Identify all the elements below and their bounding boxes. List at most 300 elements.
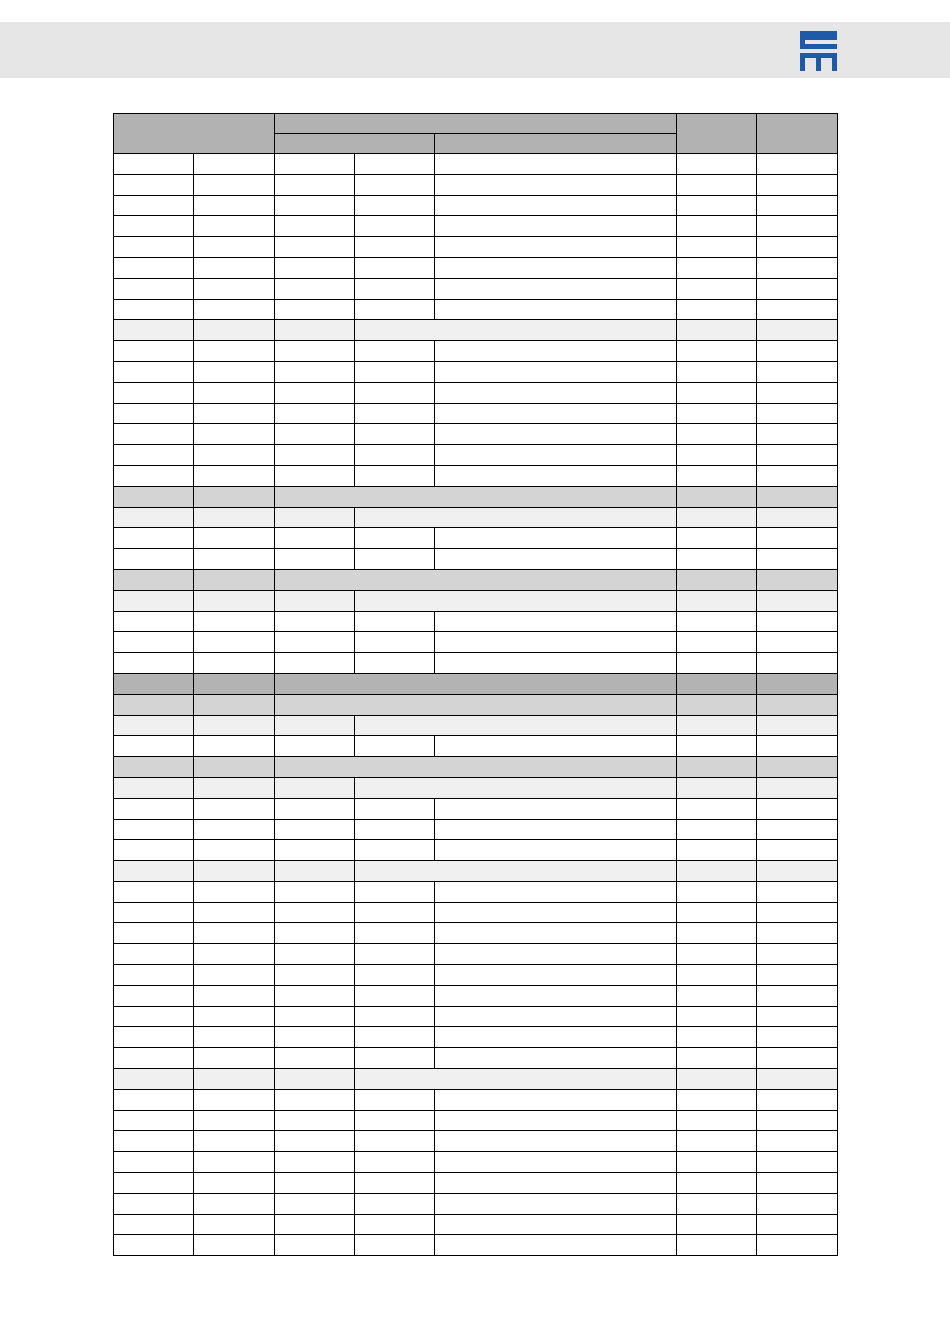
table-cell: [435, 341, 677, 362]
table-cell: [677, 403, 757, 424]
table-cell: [275, 549, 355, 570]
table-cell: [677, 1048, 757, 1069]
table-cell: [194, 154, 275, 175]
table-cell: [435, 465, 677, 486]
table-cell: [114, 757, 194, 778]
table-cell: [355, 528, 435, 549]
table-row: [114, 777, 838, 798]
table-cell: [677, 361, 757, 382]
table-cell: [677, 382, 757, 403]
table-cell: [757, 445, 838, 466]
table-cell: [757, 486, 838, 507]
table-cell: [275, 798, 355, 819]
table-cell: [194, 923, 275, 944]
table-cell: [275, 881, 355, 902]
table-cell: [114, 1235, 194, 1256]
table-cell: [275, 257, 355, 278]
table-cell: [275, 445, 355, 466]
table-cell: [194, 424, 275, 445]
table-cell: [275, 1193, 355, 1214]
table-cell: [757, 840, 838, 861]
table-cell: [194, 840, 275, 861]
table-body: [114, 154, 838, 1256]
table-cell: [355, 257, 435, 278]
table-row: [114, 881, 838, 902]
table-cell: [114, 1006, 194, 1027]
table-cell: [194, 777, 275, 798]
table-cell: [355, 1027, 435, 1048]
table-cell: [757, 673, 838, 694]
table-cell: [757, 465, 838, 486]
table-cell: [677, 715, 757, 736]
table-cell: [435, 1131, 677, 1152]
header-cell: [275, 134, 435, 154]
table-cell: [194, 257, 275, 278]
table-cell: [275, 1006, 355, 1027]
table-cell: [114, 611, 194, 632]
table-cell: [435, 611, 677, 632]
table-cell: [355, 1069, 677, 1090]
table-row: [114, 902, 838, 923]
table-cell: [757, 154, 838, 175]
table-cell: [677, 445, 757, 466]
table-row: [114, 590, 838, 611]
table-row: [114, 694, 838, 715]
table-row: [114, 507, 838, 528]
table-cell: [355, 861, 677, 882]
table-cell: [194, 1235, 275, 1256]
table-cell: [355, 382, 435, 403]
table-cell: [757, 320, 838, 341]
table-cell: [275, 653, 355, 674]
table-cell: [275, 965, 355, 986]
table-cell: [275, 694, 677, 715]
table-cell: [194, 944, 275, 965]
table-row: [114, 195, 838, 216]
table-cell: [435, 1048, 677, 1069]
table-cell: [114, 1089, 194, 1110]
table-cell: [757, 902, 838, 923]
table-cell: [435, 257, 677, 278]
table-cell: [114, 1069, 194, 1090]
table-cell: [194, 736, 275, 757]
table-cell: [194, 819, 275, 840]
table-header-row: [114, 114, 838, 134]
table-cell: [114, 445, 194, 466]
table-cell: [194, 798, 275, 819]
table-cell: [275, 632, 355, 653]
table-cell: [677, 590, 757, 611]
table-cell: [355, 549, 435, 570]
table-cell: [114, 1152, 194, 1173]
table-cell: [435, 965, 677, 986]
table-cell: [677, 507, 757, 528]
table-row: [114, 1214, 838, 1235]
table-cell: [194, 902, 275, 923]
table-cell: [435, 881, 677, 902]
table-cell: [677, 694, 757, 715]
table-cell: [435, 819, 677, 840]
table-cell: [194, 632, 275, 653]
table-cell: [757, 1069, 838, 1090]
table-cell: [757, 861, 838, 882]
table-cell: [757, 195, 838, 216]
header-cell: [757, 114, 838, 154]
table-cell: [757, 819, 838, 840]
table-cell: [757, 1131, 838, 1152]
table-cell: [355, 1152, 435, 1173]
table-cell: [194, 1131, 275, 1152]
table-cell: [355, 320, 677, 341]
table-row: [114, 320, 838, 341]
table-row: [114, 1110, 838, 1131]
table-cell: [355, 1193, 435, 1214]
table-cell: [275, 216, 355, 237]
table-cell: [275, 361, 355, 382]
table-cell: [677, 486, 757, 507]
table-cell: [677, 944, 757, 965]
table-cell: [194, 673, 275, 694]
header-cell: [677, 114, 757, 154]
table-cell: [114, 1110, 194, 1131]
table-cell: [194, 320, 275, 341]
table-cell: [275, 1235, 355, 1256]
table-row: [114, 1235, 838, 1256]
table-cell: [677, 1131, 757, 1152]
table-row: [114, 403, 838, 424]
table-cell: [275, 299, 355, 320]
table-cell: [677, 528, 757, 549]
table-cell: [677, 278, 757, 299]
table-cell: [194, 757, 275, 778]
table-cell: [194, 341, 275, 362]
table-cell: [435, 1193, 677, 1214]
table-cell: [435, 798, 677, 819]
table-cell: [757, 299, 838, 320]
data-table: [113, 113, 838, 1256]
header-cell: [275, 114, 677, 134]
table-cell: [435, 549, 677, 570]
table-cell: [757, 1152, 838, 1173]
table-cell: [114, 549, 194, 570]
table-cell: [435, 1173, 677, 1194]
table-cell: [194, 361, 275, 382]
table-cell: [677, 777, 757, 798]
table-cell: [275, 569, 677, 590]
table-cell: [757, 1027, 838, 1048]
table-cell: [194, 861, 275, 882]
table-cell: [757, 1006, 838, 1027]
table-cell: [275, 902, 355, 923]
table-cell: [355, 1235, 435, 1256]
table-cell: [355, 1048, 435, 1069]
table-cell: [275, 465, 355, 486]
table-cell: [114, 1131, 194, 1152]
table-cell: [114, 216, 194, 237]
table-cell: [114, 424, 194, 445]
table-cell: [194, 1069, 275, 1090]
table-cell: [757, 881, 838, 902]
table-cell: [194, 611, 275, 632]
table-row: [114, 736, 838, 757]
table-cell: [355, 361, 435, 382]
table-cell: [677, 154, 757, 175]
table-cell: [194, 590, 275, 611]
table-cell: [355, 237, 435, 258]
table-cell: [275, 1048, 355, 1069]
table-cell: [275, 673, 677, 694]
table-cell: [435, 382, 677, 403]
table-row: [114, 840, 838, 861]
table-cell: [194, 507, 275, 528]
table-row: [114, 1173, 838, 1194]
table-cell: [114, 777, 194, 798]
table-cell: [194, 237, 275, 258]
header-cell: [114, 114, 275, 154]
table-cell: [355, 1089, 435, 1110]
table-row: [114, 1152, 838, 1173]
table-cell: [194, 1173, 275, 1194]
table-cell: [757, 341, 838, 362]
table-cell: [275, 382, 355, 403]
table-cell: [435, 424, 677, 445]
table-cell: [677, 1193, 757, 1214]
table-cell: [355, 715, 677, 736]
table-cell: [757, 1089, 838, 1110]
table-cell: [194, 1152, 275, 1173]
table-cell: [435, 1152, 677, 1173]
table-row: [114, 237, 838, 258]
table-row: [114, 569, 838, 590]
table-cell: [275, 1131, 355, 1152]
table-cell: [355, 653, 435, 674]
table-cell: [435, 237, 677, 258]
table-cell: [757, 528, 838, 549]
table-row: [114, 861, 838, 882]
table-row: [114, 819, 838, 840]
table-cell: [275, 507, 355, 528]
table-cell: [194, 549, 275, 570]
table-cell: [114, 465, 194, 486]
table-cell: [114, 923, 194, 944]
table-cell: [757, 632, 838, 653]
table-cell: [757, 777, 838, 798]
table-cell: [757, 361, 838, 382]
table-cell: [194, 528, 275, 549]
table-cell: [355, 736, 435, 757]
table-cell: [275, 1110, 355, 1131]
table-row: [114, 216, 838, 237]
table-cell: [757, 569, 838, 590]
table-cell: [194, 299, 275, 320]
table-cell: [355, 174, 435, 195]
table-cell: [677, 923, 757, 944]
table-cell: [435, 445, 677, 466]
table-cell: [355, 1110, 435, 1131]
table-cell: [194, 216, 275, 237]
table-cell: [194, 195, 275, 216]
table-cell: [757, 944, 838, 965]
table-cell: [355, 507, 677, 528]
table-cell: [114, 361, 194, 382]
table-cell: [757, 507, 838, 528]
table-cell: [114, 1173, 194, 1194]
table-row: [114, 549, 838, 570]
table-cell: [677, 965, 757, 986]
table-cell: [355, 154, 435, 175]
table-cell: [757, 237, 838, 258]
table-cell: [435, 902, 677, 923]
table-cell: [114, 237, 194, 258]
table-cell: [757, 965, 838, 986]
table-cell: [677, 1027, 757, 1048]
table-cell: [435, 923, 677, 944]
table-cell: [114, 798, 194, 819]
table-cell: [355, 403, 435, 424]
table-cell: [677, 757, 757, 778]
table-cell: [194, 174, 275, 195]
table-row: [114, 1048, 838, 1069]
table-cell: [677, 320, 757, 341]
table-cell: [355, 881, 435, 902]
table-cell: [435, 1235, 677, 1256]
table-row: [114, 673, 838, 694]
table-row: [114, 985, 838, 1006]
table-cell: [355, 923, 435, 944]
table-cell: [355, 632, 435, 653]
table-cell: [757, 403, 838, 424]
table-cell: [114, 694, 194, 715]
table-cell: [757, 736, 838, 757]
table-cell: [677, 985, 757, 1006]
table-cell: [677, 341, 757, 362]
table-cell: [757, 611, 838, 632]
table-cell: [114, 174, 194, 195]
table-cell: [275, 715, 355, 736]
table-cell: [677, 1089, 757, 1110]
table-cell: [677, 299, 757, 320]
table-row: [114, 611, 838, 632]
data-table-container: [113, 113, 838, 1256]
table-cell: [757, 798, 838, 819]
table-cell: [677, 840, 757, 861]
table-cell: [114, 382, 194, 403]
table-cell: [435, 985, 677, 1006]
table-cell: [677, 174, 757, 195]
table-cell: [757, 382, 838, 403]
table-cell: [275, 528, 355, 549]
table-cell: [114, 1048, 194, 1069]
table-cell: [194, 1006, 275, 1027]
table-cell: [355, 944, 435, 965]
table-row: [114, 965, 838, 986]
table-cell: [677, 881, 757, 902]
table-cell: [275, 861, 355, 882]
table-cell: [275, 590, 355, 611]
table-cell: [355, 777, 677, 798]
table-cell: [757, 715, 838, 736]
table-cell: [275, 736, 355, 757]
table-cell: [677, 1173, 757, 1194]
table-cell: [114, 299, 194, 320]
table-cell: [114, 341, 194, 362]
table-cell: [677, 1069, 757, 1090]
table-cell: [355, 278, 435, 299]
table-cell: [355, 611, 435, 632]
table-cell: [677, 195, 757, 216]
table-cell: [194, 465, 275, 486]
table-cell: [275, 1089, 355, 1110]
table-cell: [677, 1214, 757, 1235]
table-cell: [194, 382, 275, 403]
table-row: [114, 923, 838, 944]
table-cell: [194, 445, 275, 466]
table-cell: [275, 154, 355, 175]
table-cell: [114, 715, 194, 736]
table-cell: [114, 861, 194, 882]
table-cell: [275, 424, 355, 445]
table-cell: [757, 216, 838, 237]
table-cell: [435, 528, 677, 549]
table-cell: [355, 341, 435, 362]
table-cell: [677, 1110, 757, 1131]
table-cell: [435, 1089, 677, 1110]
table-row: [114, 528, 838, 549]
table-cell: [355, 1173, 435, 1194]
table-cell: [275, 819, 355, 840]
table-cell: [114, 1193, 194, 1214]
table-cell: [194, 985, 275, 1006]
table-cell: [435, 174, 677, 195]
table-cell: [677, 861, 757, 882]
table-cell: [114, 673, 194, 694]
table-cell: [194, 403, 275, 424]
table-row: [114, 1089, 838, 1110]
table-row: [114, 257, 838, 278]
table-cell: [114, 632, 194, 653]
table-cell: [275, 278, 355, 299]
table-cell: [435, 361, 677, 382]
table-cell: [435, 944, 677, 965]
table-cell: [275, 195, 355, 216]
table-cell: [757, 1214, 838, 1235]
table-cell: [677, 237, 757, 258]
table-row: [114, 1006, 838, 1027]
table-cell: [757, 985, 838, 1006]
table-cell: [275, 1173, 355, 1194]
table-cell: [275, 320, 355, 341]
table-row: [114, 944, 838, 965]
table-cell: [355, 840, 435, 861]
table-cell: [355, 1214, 435, 1235]
table-cell: [194, 278, 275, 299]
table-cell: [677, 257, 757, 278]
table-cell: [275, 777, 355, 798]
table-row: [114, 361, 838, 382]
table-cell: [355, 299, 435, 320]
table-cell: [275, 757, 677, 778]
table-cell: [677, 611, 757, 632]
table-cell: [435, 1006, 677, 1027]
table-cell: [757, 278, 838, 299]
table-cell: [435, 195, 677, 216]
table-cell: [677, 819, 757, 840]
table-cell: [757, 1173, 838, 1194]
table-cell: [435, 154, 677, 175]
table-cell: [275, 985, 355, 1006]
table-cell: [757, 174, 838, 195]
table-cell: [435, 1214, 677, 1235]
